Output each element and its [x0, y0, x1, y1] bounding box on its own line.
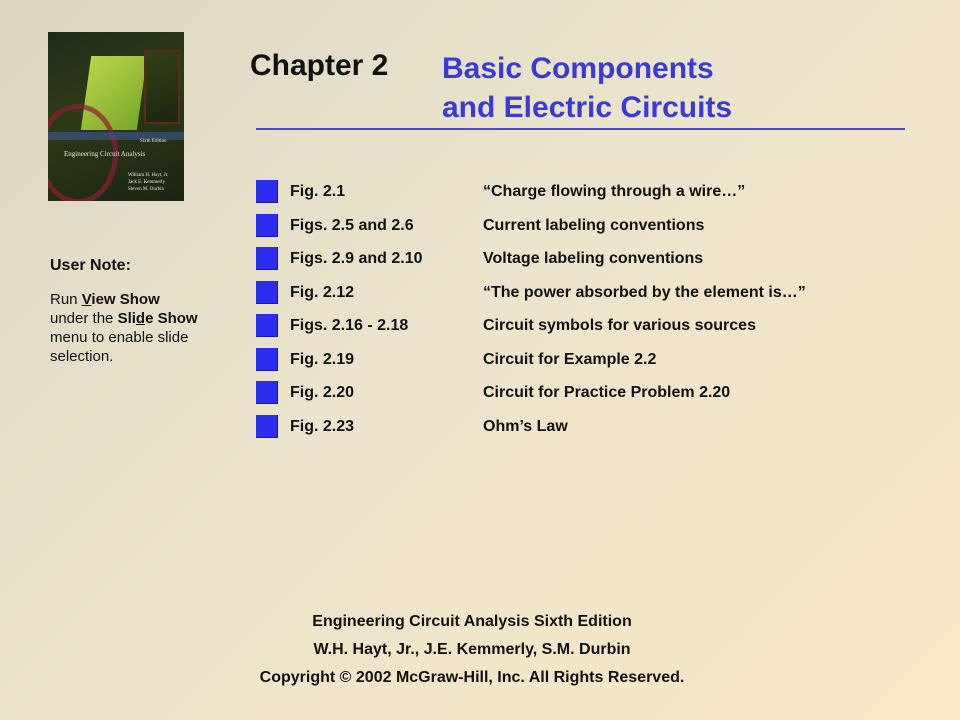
figure-label: Fig. 2.12 [290, 283, 355, 301]
figure-label: Fig. 2.23 [290, 417, 355, 435]
cover-author: Jack E. Kemmerly [128, 180, 166, 185]
cover-edition: Sixth Edition [140, 139, 167, 144]
figure-label: Fig. 2.19 [290, 350, 355, 368]
title-divider [256, 128, 905, 130]
cover-author: Steven M. Durbin [128, 187, 164, 192]
cover-title: Engineering Circuit Analysis [64, 150, 146, 158]
note-text: Run [50, 291, 82, 308]
note-text: menu to enable slide selection. [50, 329, 189, 365]
user-note-body [50, 290, 200, 366]
chapter-label: Chapter 2 [250, 49, 389, 82]
figure-link-button[interactable] [256, 247, 278, 270]
cover-author: William H. Hayt, Jr. [128, 173, 169, 178]
figure-link-button[interactable] [256, 214, 278, 237]
footer-line: W.H. Hayt, Jr., J.E. Kemmerly, S.M. Durbin [313, 641, 631, 658]
figure-link-button[interactable] [256, 415, 278, 438]
footer [0, 608, 944, 692]
note-view-show: View Show [81, 291, 160, 308]
chapter-title-line: Basic Components [442, 52, 714, 85]
figure-label: Figs. 2.9 and 2.10 [290, 250, 423, 267]
footer-line: Engineering Circuit Analysis Sixth Edition [312, 613, 632, 630]
chapter-title [442, 49, 732, 127]
note-slide-show: Slide Show [117, 310, 198, 327]
figure-link-button[interactable] [256, 381, 278, 404]
figure-label: Fig. 2.20 [290, 384, 355, 401]
figure-link-button[interactable] [256, 348, 278, 371]
footer-line: Copyright © 2002 McGraw-Hill, Inc. All Rights Reserved. [259, 669, 685, 686]
cover-graphic-panel [144, 50, 180, 124]
figure-description: Ohm’s Law [483, 417, 568, 435]
figure-description: Voltage labeling conventions [483, 250, 704, 267]
note-text: under the [50, 310, 118, 327]
figure-description: Circuit for Practice Problem 2.20 [483, 384, 731, 401]
figure-link-button[interactable] [256, 281, 278, 304]
user-note-heading: User Note: [50, 257, 131, 274]
figure-label: Fig. 2.1 [290, 183, 346, 200]
figure-label: Figs. 2.5 and 2.6 [290, 216, 414, 234]
chapter-title-line: and Electric Circuits [442, 91, 733, 124]
figure-link-button[interactable] [256, 180, 278, 203]
cover-authors [128, 172, 168, 193]
figure-link-button[interactable] [256, 314, 278, 337]
figure-label: Figs. 2.16 - 2.18 [290, 317, 409, 334]
book-cover-image [48, 32, 184, 201]
figure-description: Current labeling conventions [483, 216, 705, 234]
figure-description: “Charge flowing through a wire…” [483, 183, 746, 200]
figure-description: Circuit symbols for various sources [483, 317, 756, 334]
figure-description: “The power absorbed by the element is…” [483, 283, 806, 301]
figure-description: Circuit for Example 2.2 [483, 350, 657, 368]
